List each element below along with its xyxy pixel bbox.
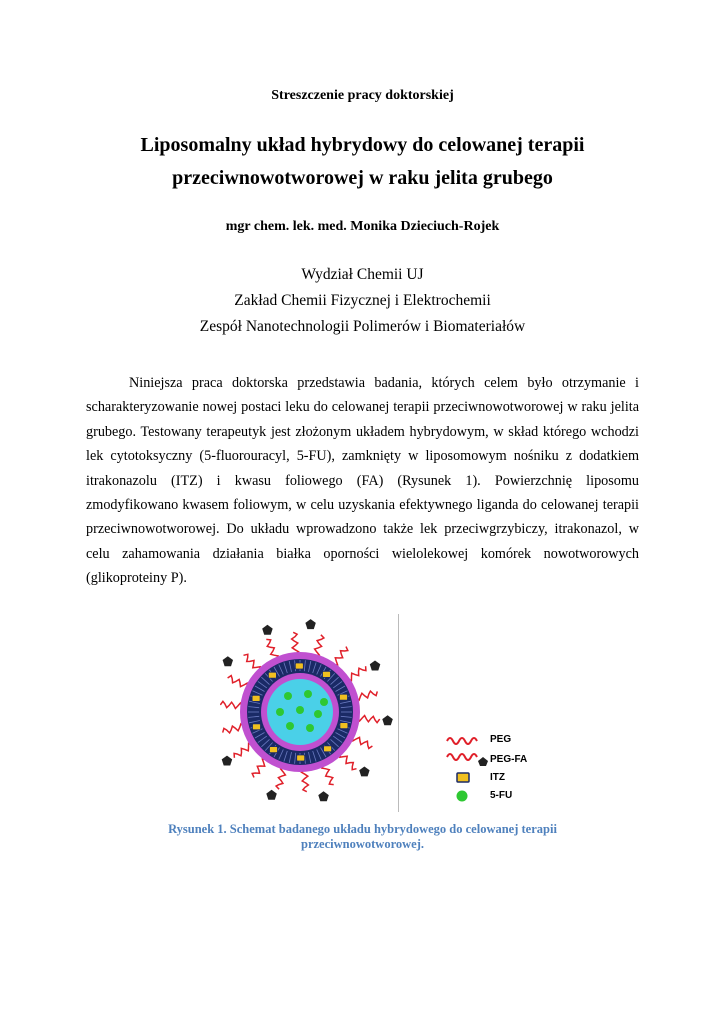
itz-molecule [268,672,276,678]
peg-chain [302,770,309,792]
legend-label-5fu: 5-FU [490,790,513,801]
abstract-text: Niniejsza praca doktorska przedstawia badania, których celem było otrzymanie i scharakteryzowanie nowej postaci leku do celowanej terapii przeciwnowotworowej w raku jelita grubego. Testowany terapeutyk jest złożonym układem hybrydowym, w skład którego wchodzi lek cytotoksyczny (5-fluorouracyl, 5-FU), zamknięty w liposomowym nośniku z dodatkiem itrakonazolu (ITZ) i kwasu foliowego (FA) (Rysunek 1). Powierzchnię liposomu zmodyfikowano kwasem foliowym, w celu uzyskania efektywnego liganda do celowanej terapii przeciwnowotworowej. Do układu wprowadzono także lek przeciwgrzybiczy, itrakonazol, w celu zahamowania działania białka oporności wielolekowej komórek nowotworowych (glikoproteiny P). [86,375,639,587]
itz-icon [445,771,485,785]
peg-chain [244,654,261,670]
legend-row-5fu [445,789,513,805]
caption-line-1: Rysunek 1. Schemat badanego układu hybrydowego do celowanej terapii [168,822,557,836]
5fu-molecule [284,692,292,700]
affiliation-department: Zakład Chemii Fizycznej i Elektrochemii [234,292,491,309]
folate-ligand [305,619,315,629]
affiliation-faculty: Wydział Chemii UJ [301,266,424,283]
itz-molecule [340,723,348,729]
peg-chain [334,647,348,665]
document-title [0,129,725,195]
author-line: mgr chem. lek. med. Monika Dzieciuch-Rojek [225,219,500,234]
peg-chain [358,716,380,723]
figure-caption [0,822,725,852]
folate-ligand [266,790,277,800]
folate-ligand [370,661,381,671]
folate-ligand [382,715,393,725]
folate-ligand [359,767,369,777]
peg-chain [276,768,285,789]
5fu-molecule [296,706,304,714]
legend-row-peg-fa [445,751,528,767]
peg-chain [292,632,299,654]
itz-molecule [324,746,332,752]
peg-chain [252,759,266,777]
title-line-1: Liposomalny układ hybrydowy do celowanej terapii [140,134,585,156]
figure-legend [445,733,545,808]
5fu-molecule [314,710,322,718]
itz-molecule [252,695,260,701]
affiliation-team: Zespół Nanotechnologii Polimerów i Biomateriałów [199,318,526,335]
peg-chain [322,765,334,785]
folate-ligand [318,791,329,801]
legend-label-itz: ITZ [490,772,505,783]
affiliation-block [0,262,725,340]
itz-molecule [295,663,303,669]
folate-ligand [222,756,233,766]
5fu-dot-icon [445,789,485,803]
peg-fa-icon [445,751,489,767]
5fu-molecule [276,708,284,716]
folate-ligand [262,625,273,635]
peg-chain [228,676,248,687]
peg-chain [266,639,278,659]
document-kicker: Streszczenie pracy doktorskiej [271,88,454,103]
legend-row-itz [445,771,505,787]
title-line-2: przeciwnowotworowej w raku jelita grubego [172,167,553,189]
abstract-paragraph [86,371,639,591]
peg-chain [220,701,242,708]
figure-divider [398,614,399,812]
5fu-molecule [286,722,294,730]
peg-chain [315,635,324,656]
itz-molecule [270,747,278,753]
peg-chain [340,754,357,770]
peg-chain [234,743,252,757]
caption-line-2: przeciwnowotworowej. [301,837,424,851]
itz-molecule [253,724,261,730]
peg-chain [348,666,366,680]
itz-molecule [323,671,331,677]
legend-label-peg: PEG [490,734,512,745]
5fu-molecule [306,724,314,732]
folate-ligand [223,656,233,666]
5fu-molecule [320,698,328,706]
peg-chain-icon [445,733,485,747]
legend-row-peg [445,733,512,749]
5fu-molecule [304,690,312,698]
peg-chain [223,724,244,733]
itz-molecule [340,694,348,700]
itz-molecule [297,755,305,761]
peg-chain [352,737,372,748]
legend-label-peg-fa: PEG-FA [490,754,528,765]
peg-chain [356,691,377,700]
